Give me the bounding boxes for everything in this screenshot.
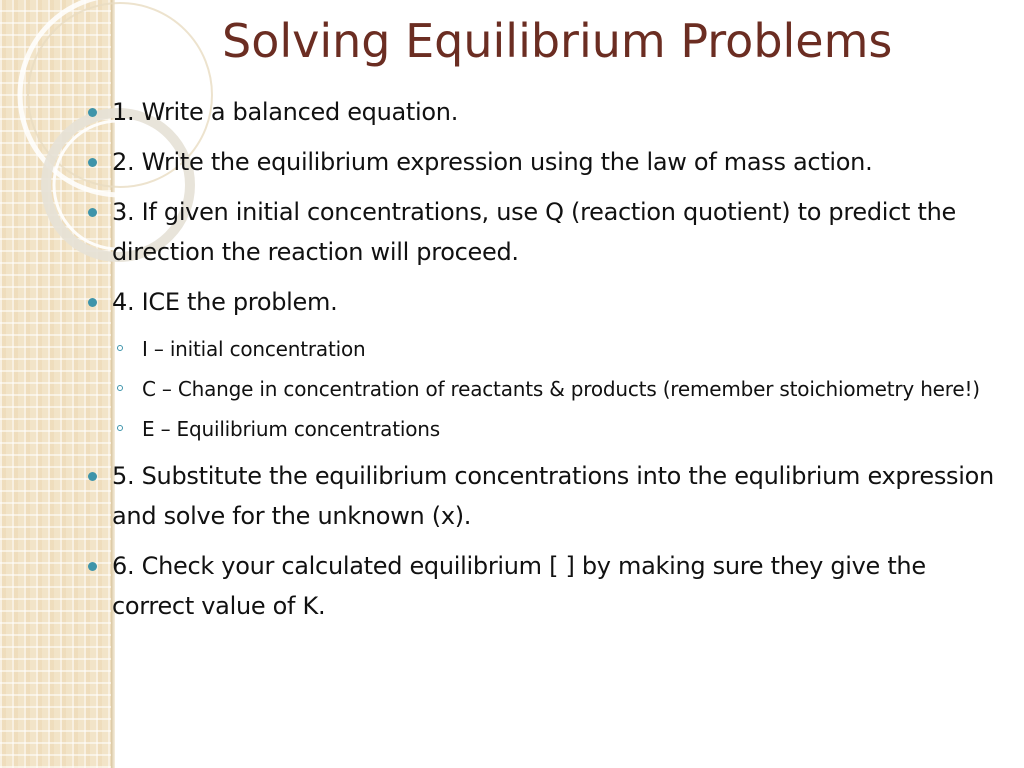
bullet-item-3 <box>84 192 1014 272</box>
bullet-list <box>84 92 1014 636</box>
bullet-dot-icon <box>88 208 97 217</box>
bullet-text: 3. If given initial concentrations, use Q (reaction quotient) to predict the direction the reaction will proceed. <box>112 198 956 266</box>
bullet-item-5 <box>84 456 1014 536</box>
bullet-dot-icon <box>88 298 97 307</box>
sub-bullet-item <box>84 372 1014 406</box>
bullet-text: 2. Write the equilibrium expression using the law of mass action. <box>112 148 873 176</box>
bullet-text: 4. ICE the problem. <box>112 288 338 316</box>
bullet-dot-icon <box>88 472 97 481</box>
slide-title: Solving Equilibrium Problems <box>222 14 893 68</box>
bullet-text: 5. Substitute the equilibrium concentrations into the equlibrium expression and solve for the unknown (x). <box>112 462 994 530</box>
bullet-dot-icon <box>88 562 97 571</box>
sub-bullet-ring-icon <box>117 385 123 391</box>
bullet-item-1 <box>84 92 1014 132</box>
bullet-item-2 <box>84 142 1014 182</box>
sub-bullet-ring-icon <box>117 345 123 351</box>
bullet-text: 1. Write a balanced equation. <box>112 98 459 126</box>
sub-bullet-text: C – Change in concentration of reactants & products (remember stoichiometry here!) <box>142 377 980 401</box>
sub-bullet-ring-icon <box>117 425 123 431</box>
sub-bullet-item <box>84 412 1014 446</box>
bullet-item-6 <box>84 546 1014 626</box>
bullet-dot-icon <box>88 158 97 167</box>
sub-bullet-text: I – initial concentration <box>142 337 366 361</box>
bullet-text: 6. Check your calculated equilibrium [ ] by making sure they give the correct value of K. <box>112 552 926 620</box>
bullet-dot-icon <box>88 108 97 117</box>
sub-bullet-text: E – Equilibrium concentrations <box>142 417 440 441</box>
sub-bullet-list <box>84 332 1014 446</box>
bullet-item-4 <box>84 282 1014 322</box>
sub-bullet-item <box>84 332 1014 366</box>
